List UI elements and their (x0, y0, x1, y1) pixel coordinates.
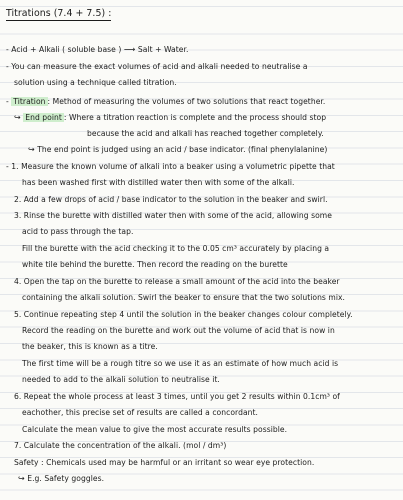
titration-definition: - Titration : Method of measuring the volumes of two solutions that react together. (6, 97, 326, 106)
step-line: white tile behind the burette. Then record the reading on the burette (22, 260, 288, 269)
step-line: Record the reading on the burette and work out the volume of acid that is now in (22, 326, 335, 335)
indicator-note: ↪ The end point is judged using an acid / base indicator. (final phenylalanine) (28, 145, 328, 154)
step-line: eachother, this precise set of results are called a concordant. (22, 408, 259, 417)
step-line: the beaker, this is known as a titre. (22, 342, 158, 351)
highlighted-term: End point (25, 113, 62, 122)
step-line: - 1. Measure the known volume of alkali into a beaker using a volumetric pipette that (6, 162, 335, 171)
page-title: Titrations (7.4 + 7.5) : (6, 8, 112, 19)
step-line: 3. Rinse the burette with distilled water then with some of the acid, allowing some (14, 211, 332, 220)
endpoint-definition-cont: because the acid and alkali has reached together completely. (87, 129, 324, 138)
step-line: acid to pass through the tap. (22, 227, 134, 236)
intro-line: - You can measure the exact volumes of acid and alkali needed to neutralise a (6, 62, 308, 71)
step-line: 6. Repeat the whole process at least 3 times, until you get 2 results within 0.1cm³ of (14, 392, 340, 401)
right-arrow-icon: ⟶ (123, 45, 136, 54)
step-line: Calculate the mean value to give the most accurate results possible. (22, 425, 288, 434)
step-line: 5. Continue repeating step 4 until the solution in the beaker changes colour completely. (14, 310, 353, 319)
step-line: 4. Open the tap on the burette to release a small amount of the acid into the beaker (14, 277, 340, 286)
hook-arrow-icon: ↪ (18, 474, 25, 483)
endpoint-definition: ↪ End point : Where a titration reaction is complete and the process should stop (14, 113, 327, 122)
step-line: The first time will be a rough titre so we use it as an estimate of how much acid is (22, 359, 339, 368)
safety-note: Safety : Chemicals used may be harmful or an irritant so wear eye protection. (14, 458, 315, 467)
step-line: containing the alkali solution. Swirl the beaker to ensure that the two solutions mix. (22, 293, 346, 302)
step-line: has been washed first with distilled water then with some of the alkali. (22, 178, 295, 187)
step-line: needed to add to the alkali solution to neutralise it. (22, 375, 220, 384)
hook-arrow-icon: ↪ (28, 145, 35, 154)
step-line: 7. Calculate the concentration of the alkali. (mol / dm³) (14, 441, 227, 450)
highlighted-term: Titration (13, 97, 46, 106)
safety-example: ↪ E.g. Safety goggles. (18, 474, 105, 483)
step-line: 2. Add a few drops of acid / base indicator to the solution in the beaker and swirl. (14, 195, 328, 204)
intro-equation: - Acid + Alkali ( soluble base ) ⟶ Salt + Water. (6, 45, 189, 54)
hook-arrow-icon: ↪ (14, 113, 21, 122)
step-line: Fill the burette with the acid checking it to the 0.05 cm³ accurately by placing a (22, 244, 330, 253)
intro-line: solution using a technique called titration. (14, 78, 177, 87)
